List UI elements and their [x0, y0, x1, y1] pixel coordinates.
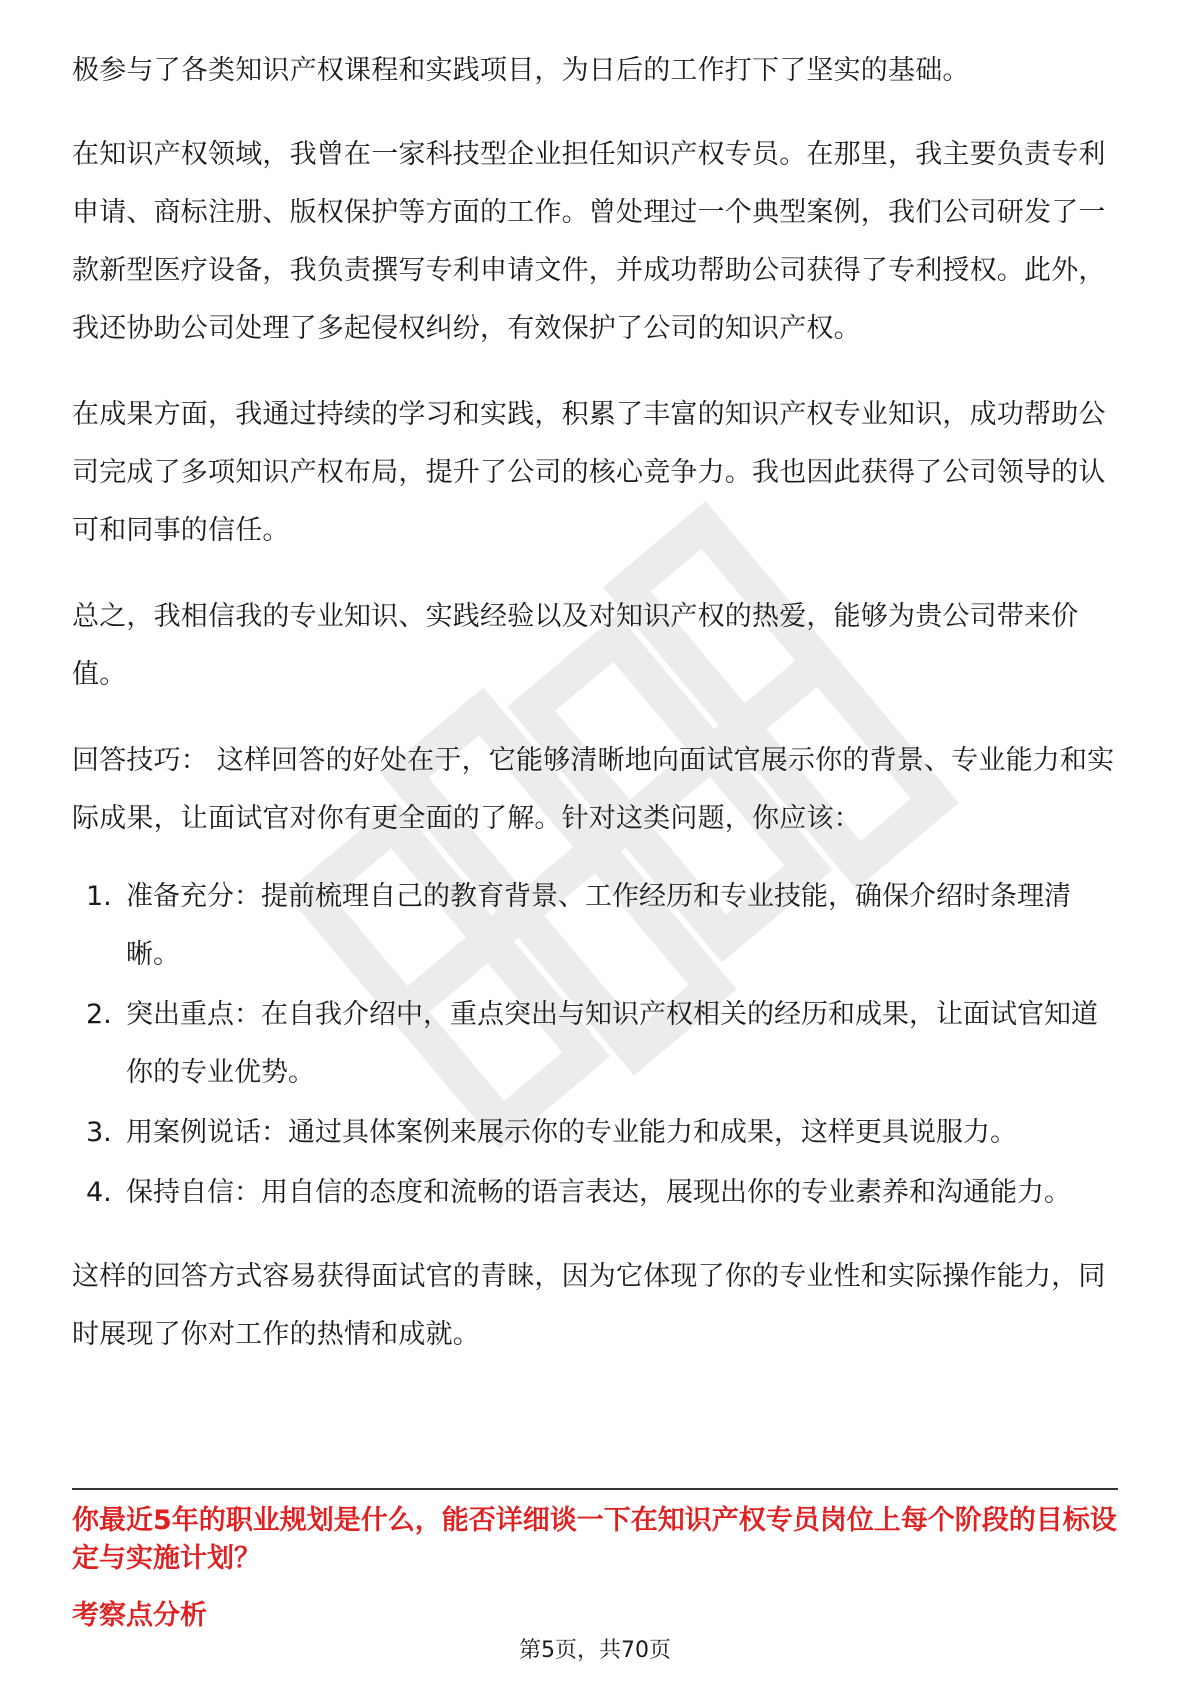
list-number: 2.: [86, 999, 112, 1030]
list-number: 1.: [86, 881, 112, 912]
section-divider: [72, 1488, 1118, 1490]
list-item-text: 保持自信：用自信的态度和流畅的语言表达，展现出你的专业素养和沟通能力。: [126, 1177, 1071, 1208]
paragraph-experience: 在知识产权领域，我曾在一家科技型企业担任知识产权专员。在那里，我主要负责专利申请、商标注册、版权保护等方面的工作。曾处理过一个典型案例，我们公司研发了一款新型医疗设备，我负责撰写专利申请文件，并成功帮助公司获得了专利授权。此外，我还协助公司处理了多起侵权纠纷，有效保护了公司的知识产权。: [72, 139, 1106, 344]
paragraph-conclusion: 总之，我相信我的专业知识、实践经验以及对知识产权的热爱，能够为贵公司带来价值。: [72, 601, 1079, 690]
list-number: 4.: [86, 1177, 112, 1208]
list-item: [72, 868, 1118, 984]
paragraph-answer-tips: 回答技巧： 这样回答的好处在于，它能够清晰地向面试官展示你的背景、专业能力和实际成果，让面试官对你有更全面的了解。针对这类问题，你应该：: [72, 745, 1115, 834]
next-question-heading: 你最近5年的职业规划是什么，能否详细谈一下在知识产权专员岗位上每个阶段的目标设定与实施计划？: [72, 1505, 1117, 1574]
list-item-text: 突出重点：在自我介绍中，重点突出与知识产权相关的经历和成果，让面试官知道你的专业优势。: [126, 999, 1098, 1088]
tips-list: [72, 868, 1118, 1222]
list-number: 3.: [86, 1117, 112, 1148]
paragraph-achievements: 在成果方面，我通过持续的学习和实践，积累了丰富的知识产权专业知识，成功帮助公司完成了多项知识产权布局，提升了公司的核心竞争力。我也因此获得了公司领导的认可和同事的信任。: [72, 399, 1106, 546]
paragraph-closing: 这样的回答方式容易获得面试官的青睐，因为它体现了你的专业性和实际操作能力，同时展现了你对工作的热情和成就。: [72, 1261, 1106, 1350]
list-item: [72, 1104, 1118, 1162]
list-item-text: 准备充分：提前梳理自己的教育背景、工作经历和专业技能，确保介绍时条理清晰。: [126, 881, 1071, 970]
list-item: [72, 986, 1118, 1102]
list-item-text: 用案例说话：通过具体案例来展示你的专业能力和成果，这样更具说服力。: [126, 1117, 1017, 1148]
paragraph-education-end: 极参与了各类知识产权课程和实践项目，为日后的工作打下了坚实的基础。: [72, 55, 970, 86]
main-content: [72, 42, 1118, 1392]
analysis-heading: 考察点分析: [72, 1600, 207, 1631]
page-footer: 第5页，共70页: [519, 1638, 671, 1663]
list-item: [72, 1164, 1118, 1222]
